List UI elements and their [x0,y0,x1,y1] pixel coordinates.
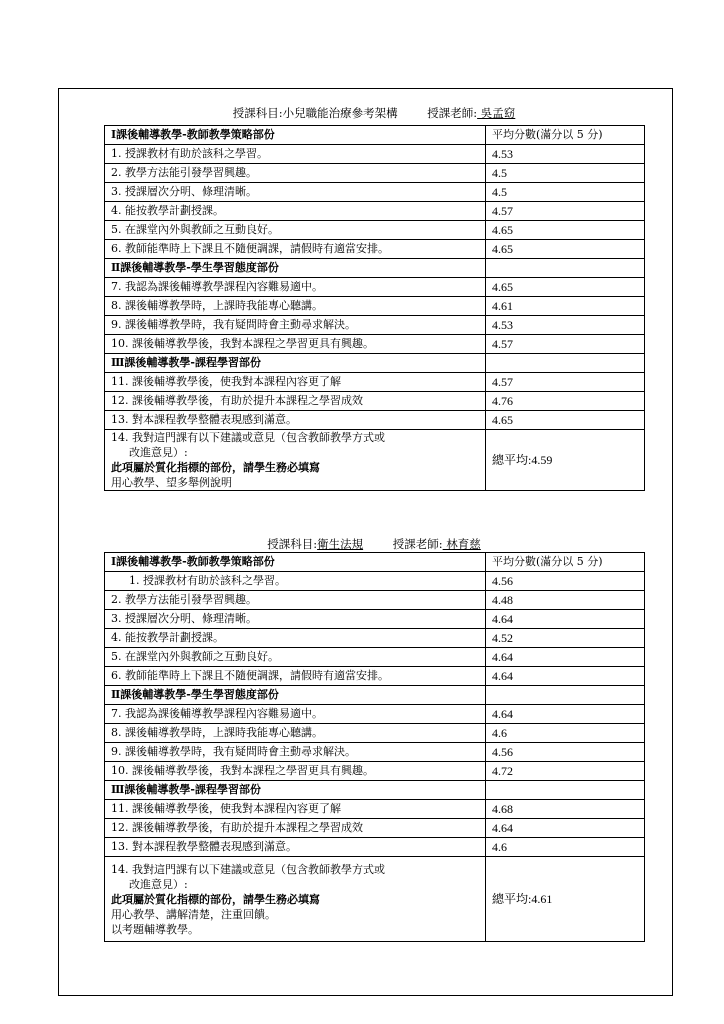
item-text: 11. 課後輔導教學後，使我對本課程內容更了解 [105,373,486,392]
item-score: 4.64 [486,610,645,629]
table-row [105,278,645,297]
feedback-cell [105,857,486,942]
feedback-question-cont: 改進意見）: [129,446,188,459]
item-score: 4.57 [486,202,645,221]
item-text: 2. 教學方法能引發學習興趣。 [105,164,486,183]
item-score: 4.56 [486,572,645,591]
feedback-question: 14. 我對這門課有以下建議或意見（包含教師教學方式或 [111,431,385,444]
item-score: 4.64 [486,667,645,686]
table-row [105,572,645,591]
overall-average: 總平均:4.61 [486,857,645,942]
course-header-1 [104,105,644,121]
course-name: 衛生法規 [317,537,364,551]
teacher-label: 授課老師: [427,106,478,120]
section-heading-row [105,686,645,705]
item-score: 4.53 [486,316,645,335]
item-text: 1. 授課教材有助於該科之學習。 [105,572,486,591]
empty-cell [486,686,645,705]
table-header-row [105,126,645,145]
feedback-question-cont: 改進意見）: [129,877,188,891]
teacher-label: 授課老師: [392,537,443,551]
item-score: 4.52 [486,629,645,648]
table-row [105,240,645,259]
item-text: 7. 我認為課後輔導教學課程內容難易適中。 [105,278,486,297]
item-score: 4.56 [486,743,645,762]
table-row [105,648,645,667]
table-row [105,838,645,857]
feedback-comment: 用心教學、講解清楚，注重回饋。 [111,907,276,921]
course-label: 授課科目: [232,106,283,120]
item-score: 4.65 [486,278,645,297]
item-score: 4.5 [486,164,645,183]
table-row [105,164,645,183]
evaluation-table-1 [104,125,645,491]
item-text: 8. 課後輔導教學時，上課時我能專心聽講。 [105,297,486,316]
course-name: 小兒職能治療參考架構 [282,106,398,120]
table-row [105,411,645,430]
table-row [105,335,645,354]
item-text: 2. 教學方法能引發學習興趣。 [105,591,486,610]
course-header-2 [104,536,644,552]
item-score: 4.65 [486,411,645,430]
item-score: 4.64 [486,819,645,838]
table-row [105,316,645,335]
item-score: 4.64 [486,648,645,667]
table-row [105,202,645,221]
item-text: 13. 對本課程教學整體表現感到滿意。 [105,411,486,430]
item-text: 12. 課後輔導教學後，有助於提升本課程之學習成效 [105,392,486,411]
table-row [105,392,645,411]
course-label: 授課科目: [267,537,318,551]
item-text: 9. 課後輔導教學時，我有疑問時會主動尋求解決。 [105,316,486,335]
feedback-note: 此項屬於質化指標的部份，請學生務必填寫 [111,461,320,474]
section-heading: Ⅲ課後輔導教學-課程學習部份 [105,354,486,373]
feedback-row [105,857,645,942]
item-text: 4. 能按教學計劃授課。 [105,202,486,221]
table-row [105,145,645,164]
item-score: 4.68 [486,800,645,819]
table-row [105,743,645,762]
item-text: 7. 我認為課後輔導教學課程內容難易適中。 [105,705,486,724]
overall-average: 總平均:4.59 [486,430,645,491]
table-row [105,221,645,240]
item-text: 12. 課後輔導教學後，有助於提升本課程之學習成效 [105,819,486,838]
empty-cell [486,259,645,278]
item-score: 4.65 [486,221,645,240]
item-text: 3. 授課層次分明、條理清晰。 [105,183,486,202]
section-heading: Ⅱ課後輔導教學-學生學習態度部份 [105,686,486,705]
section-heading: Ⅰ課後輔導教學-教師教學策略部份 [105,553,486,572]
item-text: 5. 在課堂內外與教師之互動良好。 [105,221,486,240]
item-text: 9. 課後輔導教學時，我有疑問時會主動尋求解決。 [105,743,486,762]
item-score: 4.6 [486,724,645,743]
feedback-cell [105,430,486,491]
item-text: 6. 教師能準時上下課且不隨便調課，請假時有適當安排。 [105,667,486,686]
item-score: 4.5 [486,183,645,202]
item-text: 3. 授課層次分明、條理清晰。 [105,610,486,629]
item-score: 4.53 [486,145,645,164]
feedback-question: 14. 我對這門課有以下建議或意見（包含教師教學方式或 [111,862,385,876]
item-score: 4.61 [486,297,645,316]
table-row [105,667,645,686]
item-score: 4.57 [486,373,645,392]
table-row [105,724,645,743]
item-text: 1. 授課教材有助於該科之學習。 [105,145,486,164]
item-score: 4.72 [486,762,645,781]
item-score: 4.64 [486,705,645,724]
table-row [105,591,645,610]
feedback-comment: 以考題輔導教學。 [111,922,199,936]
empty-cell [486,354,645,373]
table-row [105,762,645,781]
item-text: 5. 在課堂內外與教師之互動良好。 [105,648,486,667]
table-row [105,819,645,838]
table-row [105,297,645,316]
score-column-header: 平均分數(滿分以 5 分) [486,126,645,145]
feedback-comment: 用心教學、望多舉例說明 [111,476,232,489]
section-heading: Ⅲ課後輔導教學-課程學習部份 [105,781,486,800]
item-text: 4. 能按教學計劃授課。 [105,629,486,648]
table-header-row [105,553,645,572]
table-row [105,629,645,648]
section-heading-row [105,354,645,373]
item-score: 4.48 [486,591,645,610]
evaluation-table-2 [104,552,645,942]
teacher-name: 吳孟窈 [477,106,516,120]
table-row [105,705,645,724]
feedback-note: 此項屬於質化指標的部份，請學生務必填寫 [111,892,320,906]
teacher-name: 林育慈 [442,537,481,551]
empty-cell [486,781,645,800]
item-text: 13. 對本課程教學整體表現感到滿意。 [105,838,486,857]
score-column-header: 平均分數(滿分以 5 分) [486,553,645,572]
table-row [105,373,645,392]
item-text: 10. 課後輔導教學後，我對本課程之學習更具有興趣。 [105,762,486,781]
section-heading: Ⅰ課後輔導教學-教師教學策略部份 [105,126,486,145]
item-text: 8. 課後輔導教學時，上課時我能專心聽講。 [105,724,486,743]
item-score: 4.65 [486,240,645,259]
feedback-row [105,430,645,491]
item-score: 4.57 [486,335,645,354]
section-heading-row [105,781,645,800]
item-score: 4.6 [486,838,645,857]
item-text: 11. 課後輔導教學後，使我對本課程內容更了解 [105,800,486,819]
table-row [105,800,645,819]
section-heading: Ⅱ課後輔導教學-學生學習態度部份 [105,259,486,278]
table-row [105,610,645,629]
item-text: 6. 教師能準時上下課且不隨便調課，請假時有適當安排。 [105,240,486,259]
item-score: 4.76 [486,392,645,411]
item-text: 10. 課後輔導教學後，我對本課程之學習更具有興趣。 [105,335,486,354]
table-row [105,183,645,202]
section-heading-row [105,259,645,278]
